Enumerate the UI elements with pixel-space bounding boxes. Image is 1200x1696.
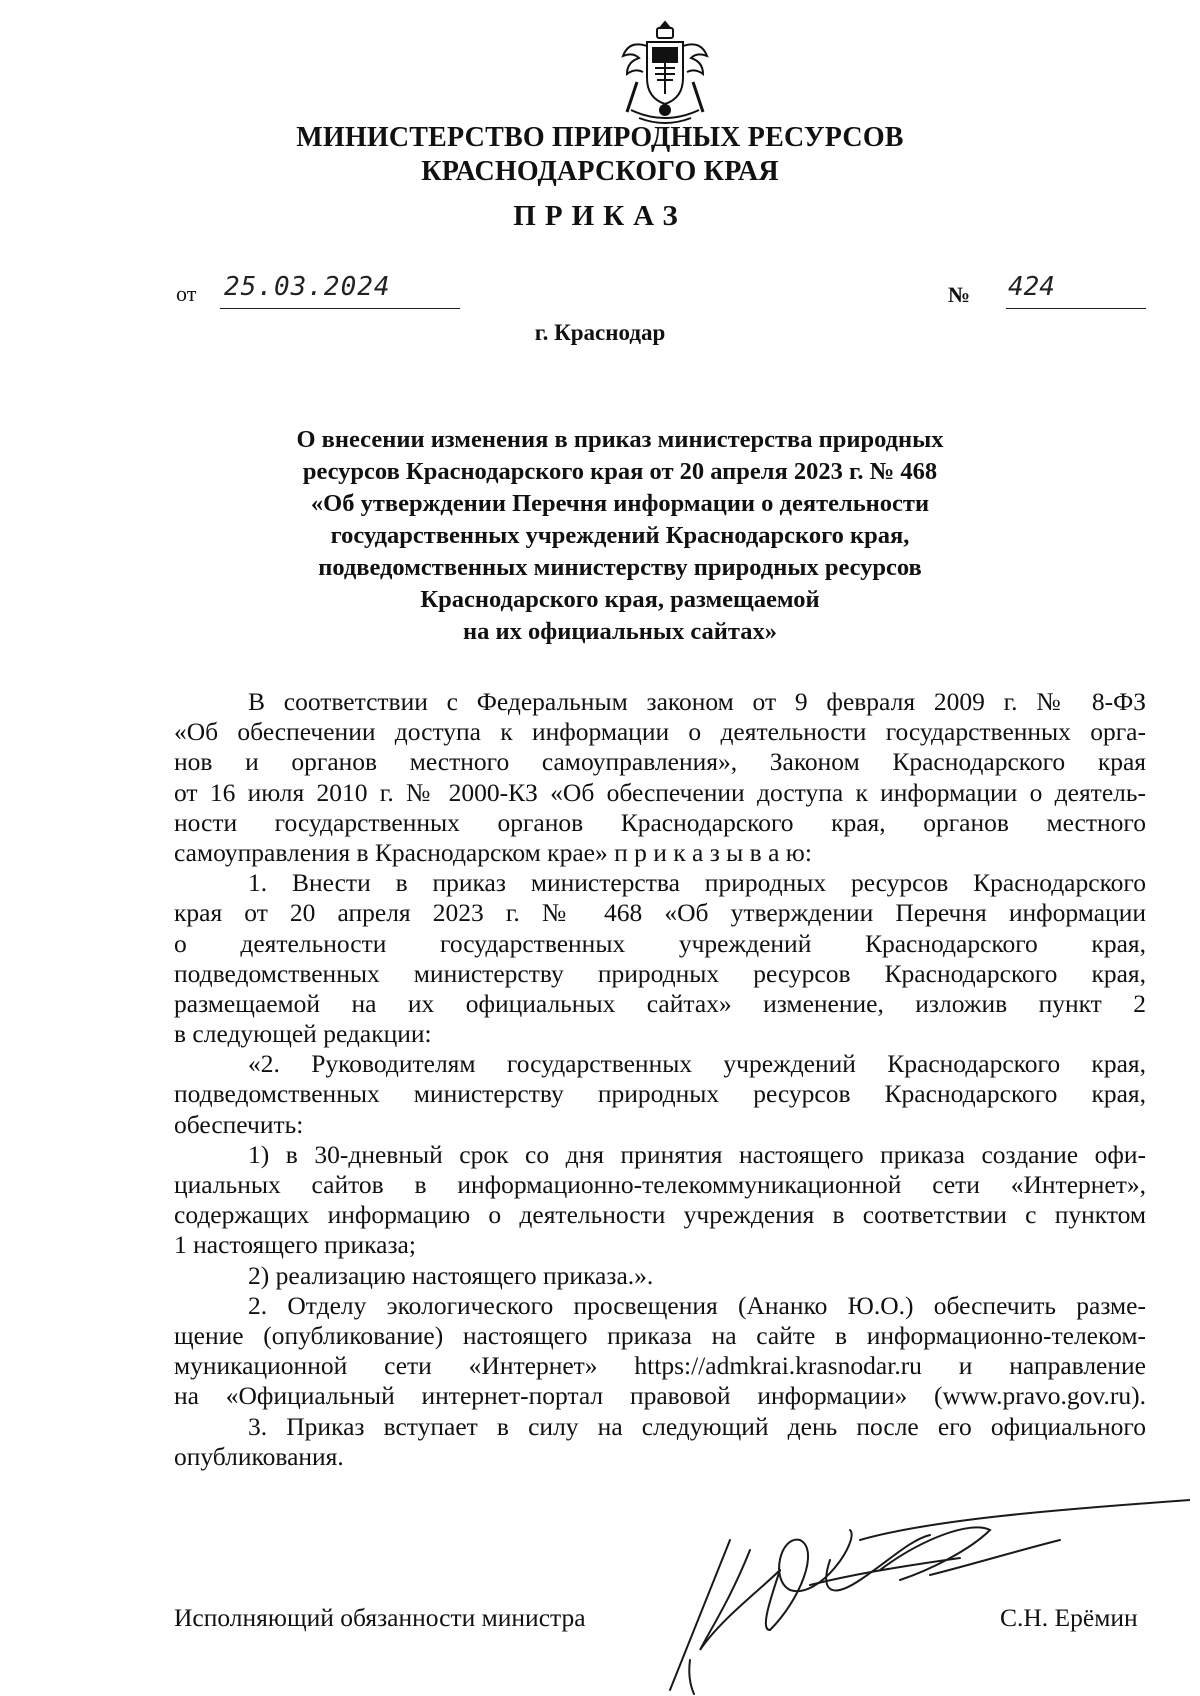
subject-line: подведомственных министерству природных ресурсов [318,554,922,581]
body-line: 1) в 30-дневный срок со дня принятия настоящего приказа создание офи- [248,1139,1146,1169]
body-line: «2. Руководителям государственных учреждений Краснодарского края, [248,1049,1146,1079]
body-line: 2) реализацию настоящего приказа.». [248,1260,654,1290]
body-line: циальных сайтов в информационно-телекоммуникационной сети «Интернет», [174,1170,1146,1199]
body-line: 1 настоящего приказа; [174,1230,416,1260]
body-line [174,838,1146,868]
body-line: 2. Отделу экологического просвещения (Ананко Ю.О.) обеспечить разме- [248,1290,1146,1320]
body-line: подведомственных министерству природных ресурсов Краснодарского края, [174,958,1146,988]
subject-line: на их официальных сайтах» [463,618,777,645]
coat-of-arms-icon [617,18,713,126]
document-type-title: ПРИКАЗ [513,200,687,232]
date-field [220,272,460,309]
subject-line: Краснодарского края, размещаемой [420,586,820,613]
body-line: на «Официальный интернет-портал правовой информации» (www.pravo.gov.ru). [174,1381,1146,1411]
ministry-name-line2: КРАСНОДАРСКОГО КРАЯ [421,156,779,187]
body-line: нов и органов местного самоуправления», Законом Краснодарского края [174,747,1146,777]
city-name: г. Краснодар [534,320,666,345]
number-value: 424 [1008,272,1055,302]
body-line: опубликования. [174,1441,344,1471]
body-line: содержащих информацию о деятельности учреждения в соответствии с пунктом [174,1200,1146,1230]
ministry-name-line1: МИНИСТЕРСТВО ПРИРОДНЫХ РЕСУРСОВ [296,122,904,153]
order-subject [200,424,1040,648]
body-line: ности государственных органов Краснодарского края, органов местного [174,807,1146,837]
body-line: щение (опубликование) настоящего приказа на сайте в информационно-телеком- [174,1320,1146,1350]
signer-name: С.Н. Ерёмин [1000,1603,1138,1632]
body-line: от 16 июля 2010 г. № 2000-КЗ «Об обеспечении доступа к информации о деятель- [174,777,1146,807]
signer-position: Исполняющий обязанности министра [174,1603,586,1632]
number-field [1006,272,1146,309]
body-line: подведомственных министерству природных ресурсов Краснодарского края, [174,1079,1146,1109]
body-line: муникационной сети «Интернет» https://admkrai.krasnodar.ru и направление [174,1351,1146,1381]
date-value: 25.03.2024 [224,272,391,302]
body-line: размещаемой на их официальных сайтах» изменение, изложив пункт 2 [174,988,1146,1018]
body-line: обеспечить: [174,1109,304,1139]
body-line: «Об обеспечении доступа к информации о деятельности государственных орга- [174,717,1146,747]
order-verb: п р и к а з ы в а ю: [614,837,812,867]
body-line: края от 20 апреля 2023 г. № 468 «Об утверждении Перечня информации [174,898,1146,928]
subject-line: государственных учреждений Краснодарского края, [330,522,910,549]
body-line: о деятельности государственных учреждений Краснодарского края, [174,928,1146,958]
body-line: 3. Приказ вступает в силу на следующий день после его официального [248,1411,1146,1441]
order-body [174,687,1146,1472]
handwritten-signature-icon [630,1480,1190,1696]
subject-line: О внесении изменения в приказ министерства природных [296,426,944,453]
body-line-part: самоуправления в Краснодарском крае» [174,837,608,867]
date-label: от [176,281,197,306]
subject-line: ресурсов Краснодарского края от 20 апреля 2023 г. № 468 [302,458,938,485]
number-label: № [948,282,971,307]
body-line: 1. Внести в приказ министерства природных ресурсов Краснодарского [248,868,1146,898]
subject-line: «Об утверждении Перечня информации о деятельности [310,490,930,517]
body-line: в следующей редакции: [174,1019,432,1049]
body-line: В соответствии с Федеральным законом от 9 февраля 2009 г. № 8-ФЗ [248,687,1146,716]
